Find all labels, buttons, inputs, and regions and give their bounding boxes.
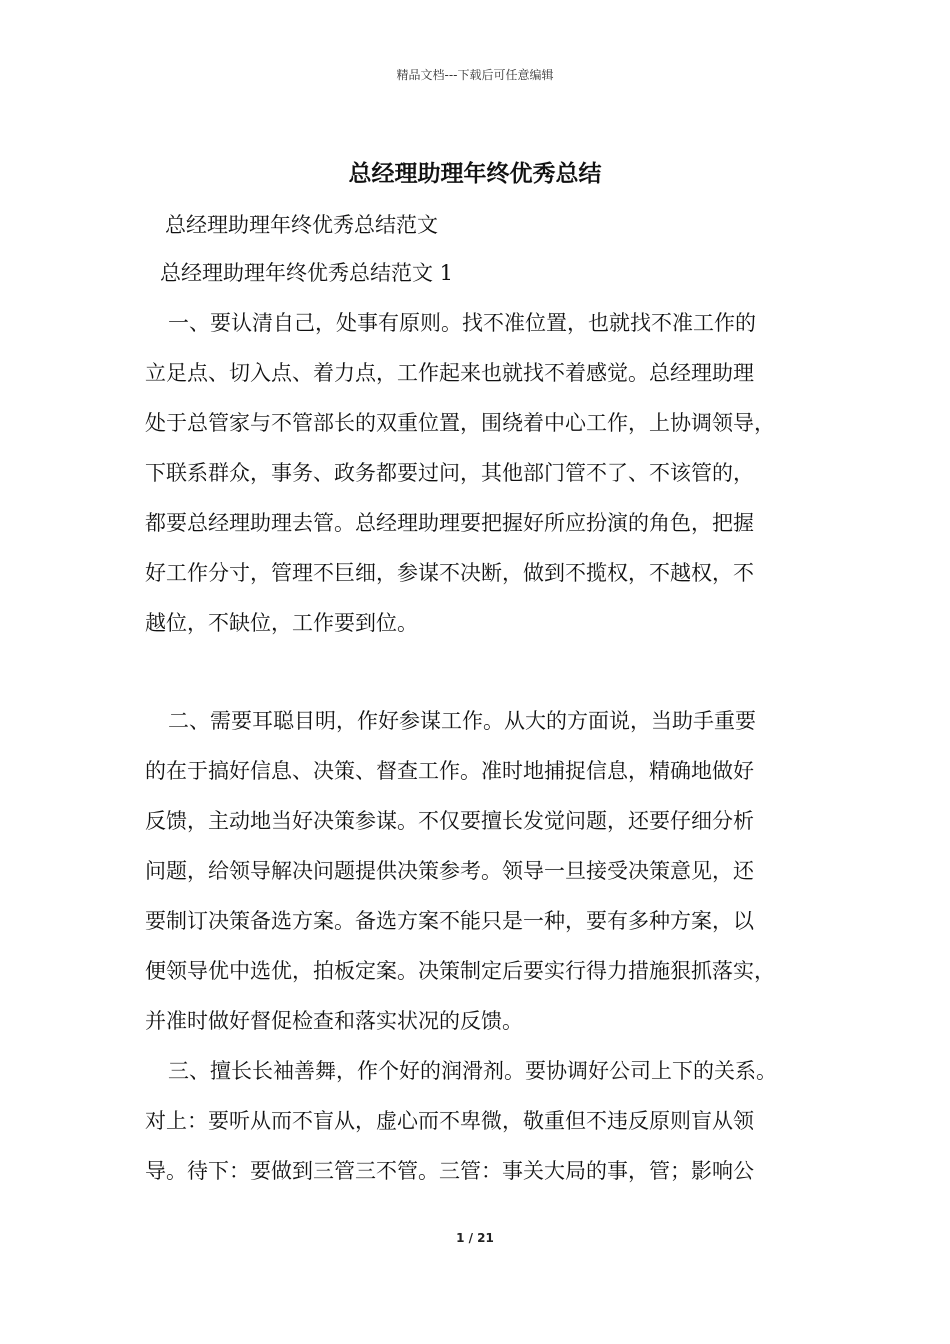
text-line: 问题，给领导解决问题提供决策参考。领导一旦接受决策意见，还 bbox=[145, 859, 754, 883]
text-line: 对上：要听从而不盲从，虚心而不卑微，敬重但不违反原则盲从领 bbox=[145, 1109, 754, 1133]
subtitle-line: 总经理助理年终优秀总结范文 1 bbox=[160, 261, 454, 285]
text-line: 下联系群众，事务、政务都要过问，其他部门管不了、不该管的， bbox=[145, 461, 754, 485]
text-line: 好工作分寸，管理不巨细，参谋不决断，做到不揽权，不越权，不 bbox=[145, 561, 754, 585]
text-line: 反馈，主动地当好决策参谋。不仅要擅长发觉问题，还要仔细分析 bbox=[145, 809, 754, 833]
text-line: 处于总管家与不管部长的双重位置，围绕着中心工作，上协调领导， bbox=[145, 411, 775, 435]
text-line: 要制订决策备选方案。备选方案不能只是一种，要有多种方案，以 bbox=[145, 909, 754, 933]
text-line: 越位，不缺位，工作要到位。 bbox=[145, 611, 418, 635]
text-line: 都要总经理助理去管。总经理助理要把握好所应扮演的角色，把握 bbox=[145, 511, 754, 535]
text-line: 立足点、切入点、着力点，工作起来也就找不着感觉。总经理助理 bbox=[145, 361, 754, 385]
text-line: 便领导优中选优，拍板定案。决策制定后要实行得力措施狠抓落实， bbox=[145, 959, 775, 983]
text-line: 一、要认清自己，处事有原则。找不准位置，也就找不准工作的 bbox=[168, 311, 756, 335]
subtitle-line: 总经理助理年终优秀总结范文 bbox=[165, 213, 438, 237]
document-title: 总经理助理年终优秀总结 bbox=[348, 161, 602, 187]
text-line: 的在于搞好信息、决策、督查工作。准时地捕捉信息，精确地做好 bbox=[145, 759, 754, 783]
page-number: 1 / 21 bbox=[456, 1231, 494, 1245]
text-line: 导。待下：要做到三管三不管。三管：事关大局的事，管；影响公 bbox=[145, 1159, 754, 1183]
text-line: 二、需要耳聪目明，作好参谋工作。从大的方面说，当助手重要 bbox=[168, 709, 756, 733]
text-line: 并准时做好督促检查和落实状况的反馈。 bbox=[145, 1009, 523, 1033]
page-header: 精品文档---下载后可任意编辑 bbox=[396, 68, 554, 82]
text-line: 三、擅长长袖善舞，作个好的润滑剂。要协调好公司上下的关系。 bbox=[168, 1059, 777, 1083]
